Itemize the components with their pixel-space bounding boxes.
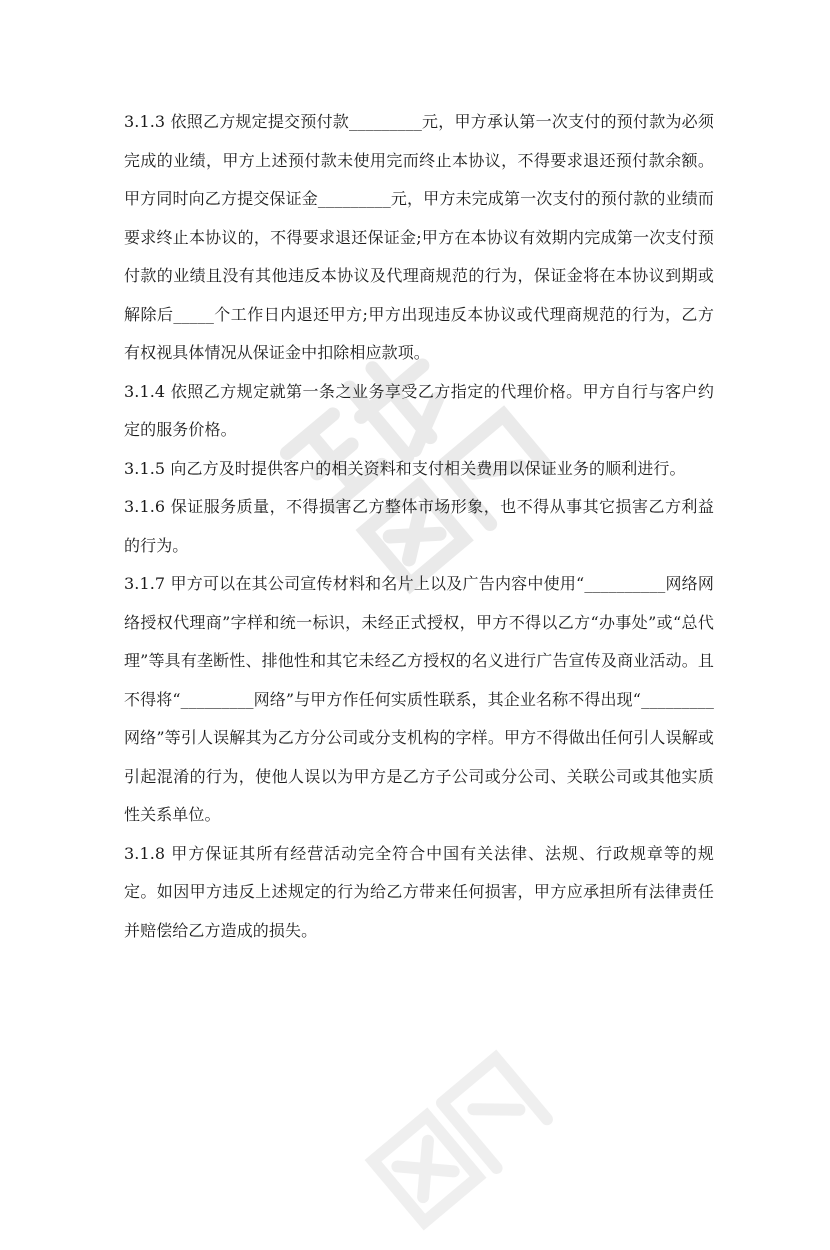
clause-3-1-6: 3.1.6 保证服务质量，不得损害乙方整体市场形象，也不得从事其它损害乙方利益的行为。 bbox=[124, 497, 714, 555]
document-body bbox=[124, 103, 714, 950]
clause-3-1-3: 3.1.3 依照乙方规定提交预付款_________元，甲方承认第一次支付的预付款为必须完成的业绩，甲方上述预付款未使用完而终止本协议，不得要求退还预付款余额。甲方同时向乙方提交保证金_________元，甲方未完成第一次支付的预付款的业绩而要求终止本协议的，不得要求退还保证金;甲方在本协议有效期内完成第一次支付预付款的业绩且没有其他违反本协议及代理商规范的行为，保证金将在本协议到期或解除后_____个工作日内退还甲方;甲方出现违反本协议或代理商规范的行为，乙方有权视具体情况从保证金中扣除相应款项。 bbox=[124, 112, 714, 362]
watermark-graphic-bottom bbox=[345, 1030, 575, 1250]
clause-3-1-8: 3.1.8 甲方保证其所有经营活动完全符合中国有关法律、法规、行政规章等的规定。如因甲方违反上述规定的行为给乙方带来任何损害，甲方应承担所有法律责任并赔偿给乙方造成的损失。 bbox=[124, 843, 714, 940]
clause-3-1-5: 3.1.5 向乙方及时提供客户的相关资料和支付相关费用以保证业务的顺利进行。 bbox=[124, 458, 686, 478]
clause-3-1-4: 3.1.4 依照乙方规定就第一条之业务享受乙方指定的代理价格。甲方自行与客户约定的服务价格。 bbox=[124, 381, 714, 439]
clause-3-1-7: 3.1.7 甲方可以在其公司宣传材料和名片上以及广告内容中使用“__________网络网络授权代理商”字样和统一标识，未经正式授权，甲方不得以乙方“办事处”或“总代理”等具有垄断性、排他性和其它未经乙方授权的名义进行广告宣传及商业活动。且不得将“_________网络”与甲方作任何实质性联系，其企业名称不得出现“_________网络”等引人误解其为乙方分公司或分支机构的字样。甲方不得做出任何引人误解或引起混淆的行为，使他人误以为甲方是乙方子公司或分公司、关联公司或其他实质性关系单位。 bbox=[124, 574, 714, 824]
